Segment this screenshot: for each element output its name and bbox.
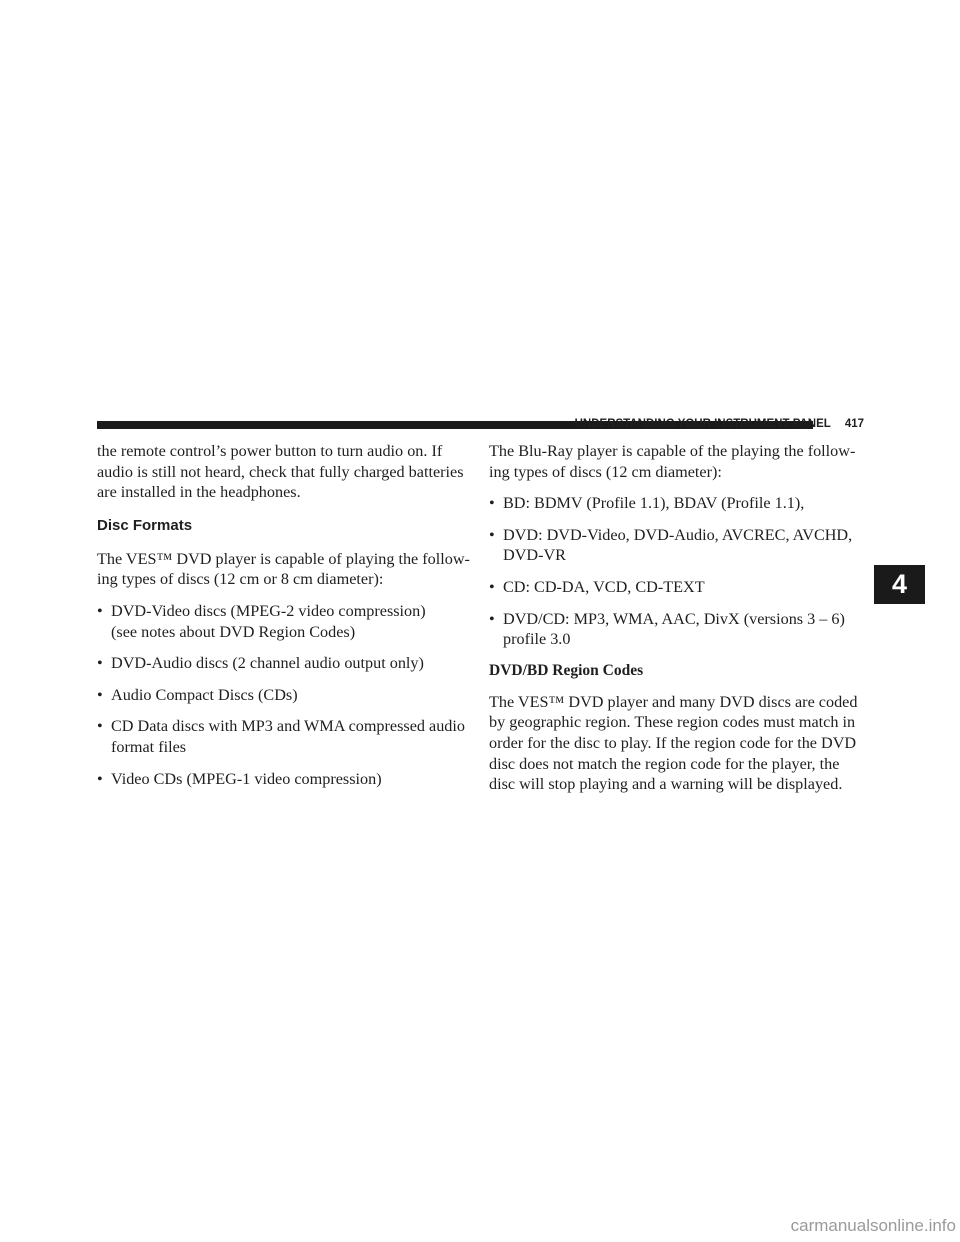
list-item <box>97 653 474 674</box>
list-item-text: DVD-VR <box>503 546 566 565</box>
bluray-intro-line: ing types of discs (12 cm diameter): <box>489 462 722 481</box>
list-item-text: DVD: DVD-Video, DVD-Audio, AVCREC, AVCHD, <box>503 525 853 544</box>
region-line: order for the disc to play. If the region code for the DVD <box>489 733 857 752</box>
formats-intro-paragraph <box>97 549 474 590</box>
region-line: The VES™ DVD player and many DVD discs are coded <box>489 692 858 711</box>
region-codes-paragraph <box>489 692 866 795</box>
bullet-icon: • <box>97 601 103 620</box>
watermark: carmanualsonline.info <box>790 1216 956 1235</box>
region-codes-heading: DVD/BD Region Codes <box>489 661 644 679</box>
chapter-tab: 4 <box>874 565 925 604</box>
list-item-text: CD: CD-DA, VCD, CD-TEXT <box>503 577 705 596</box>
bullet-icon: • <box>97 654 103 673</box>
list-item <box>489 525 866 566</box>
list-item-text: (see notes about DVD Region Codes) <box>111 622 356 641</box>
list-item <box>97 769 474 790</box>
header-title: UNDERSTANDING YOUR INSTRUMENT PANEL <box>574 418 831 430</box>
list-item-text: DVD-Audio discs (2 channel audio output only) <box>111 654 424 673</box>
list-item-text: DVD-Video discs (MPEG-2 video compression) <box>111 601 426 620</box>
list-item <box>489 577 866 598</box>
formats-intro-line: ing types of discs (12 cm or 8 cm diameter): <box>97 570 384 589</box>
bullet-icon: • <box>97 717 103 736</box>
list-item-text: Audio Compact Discs (CDs) <box>111 685 298 704</box>
intro-line: the remote control’s power button to turn audio on. If <box>97 442 443 460</box>
list-item-text: profile 3.0 <box>503 630 571 649</box>
bluray-intro-paragraph <box>489 441 866 482</box>
bullet-icon: • <box>489 577 495 596</box>
page-number: 417 <box>844 418 864 430</box>
bullet-icon: • <box>97 769 103 788</box>
list-item <box>97 716 474 757</box>
region-line: by geographic region. These region codes must match in <box>489 713 856 732</box>
left-column <box>97 441 474 789</box>
list-item <box>489 609 866 650</box>
region-line: disc will stop playing and a warning will be displayed. <box>489 775 843 794</box>
intro-line: are installed in the headphones. <box>97 483 301 502</box>
bullet-icon: • <box>489 525 495 544</box>
disc-formats-list <box>97 601 474 789</box>
list-item-text: BD: BDMV (Profile 1.1), BDAV (Profile 1.1), <box>503 494 805 513</box>
bluray-intro-line: The Blu-Ray player is capable of the playing the follow- <box>489 442 856 460</box>
list-item-text: format files <box>111 737 187 756</box>
running-header <box>575 416 864 432</box>
formats-intro-line: The VES™ DVD player is capable of playing the follow- <box>97 549 470 568</box>
list-item-text: Video CDs (MPEG-1 video compression) <box>111 769 382 788</box>
intro-line: audio is still not heard, check that fully charged batteries <box>97 462 464 481</box>
list-item <box>97 601 474 642</box>
list-item <box>97 685 474 706</box>
list-item-text: CD Data discs with MP3 and WMA compressed audio <box>111 717 465 736</box>
right-column <box>489 441 866 795</box>
list-item-text: DVD/CD: MP3, WMA, AAC, DivX (versions 3 – 6) <box>503 609 845 628</box>
intro-paragraph <box>97 441 474 503</box>
list-item <box>489 493 866 514</box>
bluray-formats-list <box>489 493 866 650</box>
bullet-icon: • <box>489 609 495 628</box>
region-line: disc does not match the region code for the player, the <box>489 754 840 773</box>
bullet-icon: • <box>97 685 103 704</box>
disc-formats-heading: Disc Formats <box>97 516 193 534</box>
bullet-icon: • <box>489 494 495 513</box>
